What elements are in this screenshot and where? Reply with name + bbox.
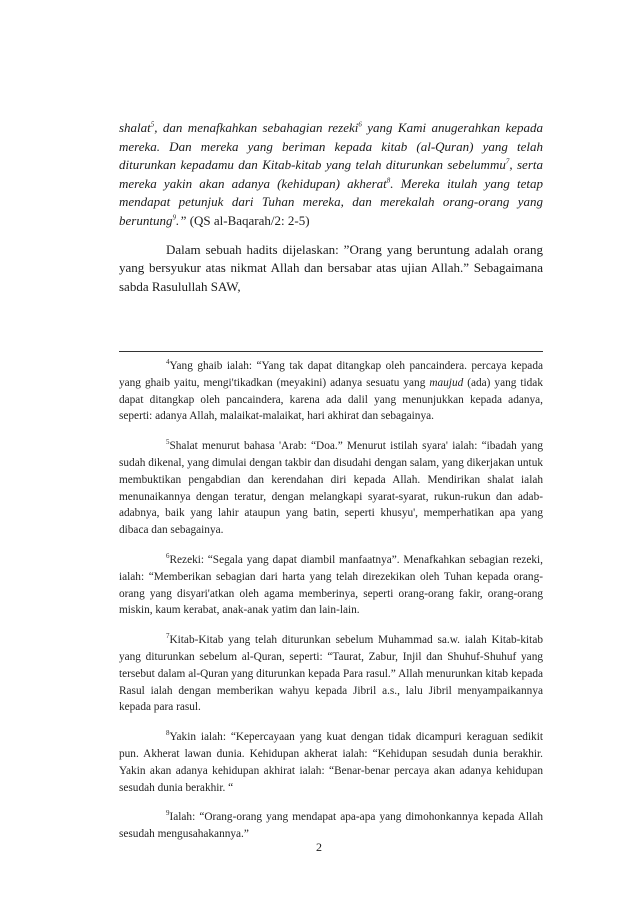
footnote-text: Kitab-Kitab yang telah diturunkan sebelum Muhammad sa.w. ialah Kitab-kitab yang diturunkan sebelum al-Quran, seperti: “Taurat, Zabur, Injil dan Shuhuf-Shuhuf yang tersebut dalam al-Quran yang diturunkan kepada Para rasul.” Allah menurunkan kitab kepada Rasul ialah dengan memberikan wahyu kepada Jibril a.s., lalu Jibril menyampaikannya kepada para rasul. [119, 634, 543, 714]
footnote-ref-8: 8 [386, 176, 391, 185]
footnote-8 [119, 729, 543, 796]
footnote-number: 7 [166, 632, 170, 641]
footnote-italic-term: maujud [429, 376, 464, 389]
footnote-6 [119, 552, 543, 619]
footnote-text: Yang ghaib ialah: “Yang tak dapat ditangkap oleh pancaindera. percaya kepada yang ghaib yaitu, mengi'tikadkan (meyakini) adanya sesuatu yang [119, 360, 543, 389]
quote-text-end: .” [175, 212, 187, 228]
quran-reference: (QS al-Baqarah/2: 2-5) [186, 212, 310, 228]
quote-italic [119, 120, 543, 228]
quote-text-kitab: yang Kami anugerahkan kepada mereka. Dan mereka yang beriman kepada kitab (al-Quran) yang telah diturunkan kepadamu dan Kitab-kitab yang telah diturunkan sebelummu [119, 120, 543, 173]
hadith-paragraph: Dalam sebuah hadits dijelaskan: ”Orang yang beruntung adalah orang yang bersyukur atas nikmat Allah dan bersabar atas ujian Allah.” Sebagaimana sabda Rasulullah SAW, [119, 241, 543, 294]
footnote-text: Yakin ialah: “Kepercayaan yang kuat dengan tidak dicampuri keraguan sedikit pun. Akherat lawan dunia. Kehidupan akherat ialah: “Kehidupan sesudah dunia berakhir. Yakin akan adanya kehidupan akhirat ialah: “Benar-benar percaya akan adanya kehidupan sesudah dunia berakhir. “ [119, 731, 543, 794]
footnote-ref-5: 5 [150, 120, 155, 129]
footnote-4 [119, 358, 543, 425]
quote-text-beruntung: . Mereka itulah yang tetap mendapat petunjuk dari Tuhan mereka, dan merekalah orang-orang yang beruntung [119, 175, 543, 228]
footnote-text: (ada) yang tidak dapat ditangkap oleh pancaindera, karena ada dalil yang menunjukkan kepada adanya, seperti: adanya Allah, malaikat-malaikat, hari akhirat dan sebagainya. [119, 376, 543, 423]
footnote-separator [119, 351, 543, 352]
footnote-ref-7: 7 [505, 157, 510, 166]
footnote-number: 4 [166, 358, 170, 367]
footnotes-section [119, 358, 543, 843]
footnote-5 [119, 438, 543, 539]
main-body-text [119, 119, 543, 296]
footnote-ref-9: 9 [172, 213, 176, 222]
footnote-9 [119, 809, 543, 843]
footnote-number: 6 [166, 552, 170, 561]
footnote-number: 9 [166, 809, 170, 818]
quote-text-akherat: , serta mereka yakin akan adanya (kehidupan) akherat [119, 157, 543, 191]
footnote-text: Rezeki: “Segala yang dapat diambil manfaatnya”. Menafkahkan sebagian rezeki, ialah: “Memberikan sebagian dari harta yang telah direzekikan oleh Tuhan kepada orang-orang yang disyari'atkan oleh agama memberinya, seperti orang-orang fakir, orang-orang miskin, kaum kerabat, anak-anak yatim dan lain-lain. [119, 553, 543, 617]
quote-text-shalat: shalat [119, 120, 151, 135]
footnote-text: Ialah: “Orang-orang yang mendapat apa-apa yang dimohonkannya kepada Allah sesudah mengusahakannya.” [119, 811, 543, 841]
footnote-number: 8 [166, 729, 170, 738]
footnote-text: Shalat menurut bahasa 'Arab: “Doa.” Menurut istilah syara' ialah: “ibadah yang sudah dikenal, yang dimulai dengan takbir dan disudahi dengan salam, yang dikerjakan untuk membuktikan pengabdian dan kerendahan diri kepada Allah. Mendirikan shalat ialah menunaikannya dengan teratur, dengan melangkapi syarat-syarat, rukun-rukun dan adab-adabnya, baik yang lahir ataupun yang batin, seperti khusyu', memperhatikan apa yang dibaca dan sebagainya. [119, 440, 543, 537]
page-number: 2 [316, 840, 322, 854]
footnote-number: 5 [166, 438, 170, 447]
quran-quote-paragraph [119, 119, 543, 231]
footnote-ref-6: 6 [358, 120, 362, 129]
footnote-7 [119, 632, 543, 716]
quote-text-rezeki: , dan menafkahkan sebahagian rezeki [154, 120, 359, 135]
